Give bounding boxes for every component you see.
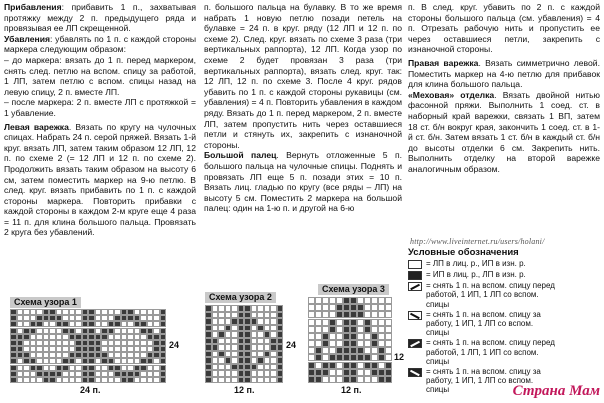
chart-cell <box>357 319 364 326</box>
chart-cell <box>364 326 371 333</box>
chart-cell <box>378 369 385 376</box>
left-mitten-paragraph <box>4 122 196 239</box>
chart-cell <box>357 376 364 383</box>
legend-text: = снять 1 п. на вспом. спицу за работу, 1 ИП, 1 ЛП со вспом. спицы <box>426 309 541 338</box>
chart-cell <box>308 304 315 311</box>
chart-cell <box>364 297 371 304</box>
chart-cell <box>371 326 378 333</box>
chart-cell <box>378 319 385 326</box>
chart-cell <box>350 304 357 311</box>
chart-cell <box>350 362 357 369</box>
cross-left-dark-icon <box>408 339 422 348</box>
chart-cell <box>371 354 378 361</box>
chart-cell <box>322 311 329 318</box>
legend <box>408 246 558 396</box>
chart-cell <box>336 304 343 311</box>
chart-cell <box>322 297 329 304</box>
chart-cell <box>357 311 364 318</box>
chart-3-width-label: 12 п. <box>341 385 362 395</box>
chart-cell <box>336 340 343 347</box>
chart-cell <box>160 377 167 383</box>
chart-cell <box>364 304 371 311</box>
legend-item <box>408 270 558 280</box>
chart-cell <box>336 376 343 383</box>
chart-cell <box>322 376 329 383</box>
chart-cell <box>378 347 385 354</box>
chart-cell <box>329 319 336 326</box>
chart-cell <box>308 347 315 354</box>
chart-cell <box>329 333 336 340</box>
chart-cell <box>364 319 371 326</box>
decrease-heading: Убавления <box>4 33 51 44</box>
chart-cell <box>336 333 343 340</box>
chart-cell <box>315 340 322 347</box>
text-column-1 <box>4 2 196 238</box>
chart-cell <box>371 311 378 318</box>
chart-1-width-label: 24 п. <box>80 385 101 395</box>
chart-cell <box>343 304 350 311</box>
fur-heading: «Меховая» отделка <box>408 89 495 100</box>
chart-cell <box>350 333 357 340</box>
chart-cell <box>343 326 350 333</box>
chart-cell <box>385 354 392 361</box>
source-url[interactable]: http://www.liveinternet.ru/users/holani/ <box>410 237 545 246</box>
chart-cell <box>357 340 364 347</box>
right-mitten-paragraph <box>408 58 600 90</box>
chart-cell <box>357 369 364 376</box>
chart-cell <box>385 333 392 340</box>
filled-square-icon <box>408 271 422 280</box>
chart-cell <box>364 369 371 376</box>
chart-cell <box>364 333 371 340</box>
chart-cell <box>322 340 329 347</box>
chart-cell <box>385 304 392 311</box>
chart-cell <box>378 326 385 333</box>
chart-cell <box>357 326 364 333</box>
chart-cell <box>329 304 336 311</box>
chart-cell <box>371 347 378 354</box>
chart-1-grid <box>10 309 166 383</box>
decrease-text: : убавлять по 1 п. с каждой стороны маркера следующим образом: <box>4 33 196 55</box>
thumb-text: . Вернуть отложенные 5 п. большого пальца на чулочные спицы. Поднять и провязать ЛП еще 5 п. позади этих = 10 п. Вязать лиц. гладью по кругу (все ряды – ЛП) на высоту 5 см. Поместить 2 маркера на большой палец: один на 1-ю п. и другой на 6-ю <box>204 150 402 214</box>
chart-cell <box>343 311 350 318</box>
chart-cell <box>350 319 357 326</box>
chart-cell <box>357 333 364 340</box>
chart-cell <box>364 347 371 354</box>
chart-cell <box>322 333 329 340</box>
chart-2-title: Схема узора 2 <box>205 292 276 303</box>
chart-cell <box>385 326 392 333</box>
chart-cell <box>378 340 385 347</box>
chart-cell <box>364 362 371 369</box>
chart-cell <box>371 319 378 326</box>
chart-cell <box>343 319 350 326</box>
chart-cell <box>371 376 378 383</box>
chart-cell <box>385 311 392 318</box>
legend-item <box>408 281 558 309</box>
chart-cell <box>385 297 392 304</box>
chart-cell <box>378 376 385 383</box>
chart-cell <box>343 333 350 340</box>
chart-3-grid <box>308 297 392 383</box>
thumb-paragraph <box>204 150 402 214</box>
chart-cell <box>336 297 343 304</box>
chart-cell <box>315 362 322 369</box>
chart-cell <box>315 333 322 340</box>
text-column-2 <box>204 2 402 214</box>
chart-cell <box>336 354 343 361</box>
legend-title: Условные обозначения <box>408 247 519 258</box>
chart-cell <box>329 362 336 369</box>
empty-square-icon <box>408 260 422 269</box>
chart-2-height-label: 24 <box>286 340 297 350</box>
chart-cell <box>371 340 378 347</box>
cross-left-icon <box>408 282 422 291</box>
chart-cell <box>350 340 357 347</box>
left-mitten-heading: Левая варежка <box>4 121 69 132</box>
chart-cell <box>364 354 371 361</box>
chart-cell <box>378 304 385 311</box>
chart-cell <box>322 326 329 333</box>
chart-cell <box>315 376 322 383</box>
chart-cell <box>329 347 336 354</box>
chart-cell <box>315 311 322 318</box>
legend-item <box>408 259 558 269</box>
chart-cell <box>378 354 385 361</box>
chart-cell <box>336 347 343 354</box>
chart-1-title: Схема узора 1 <box>10 297 81 308</box>
chart-cell <box>336 362 343 369</box>
chart-cell <box>385 369 392 376</box>
chart-cell <box>322 362 329 369</box>
chart-cell <box>371 369 378 376</box>
chart-cell <box>357 304 364 311</box>
chart-3-height-label: 12 <box>394 352 405 362</box>
cross-right-icon <box>408 311 422 320</box>
chart-cell <box>315 347 322 354</box>
text-column-3 <box>408 2 600 175</box>
chart-cell <box>371 304 378 311</box>
chart-cell <box>357 297 364 304</box>
chart-cell <box>329 340 336 347</box>
chart-cell <box>350 354 357 361</box>
chart-cell <box>350 297 357 304</box>
chart-cell <box>308 326 315 333</box>
right-mitten-text: . Вязать симметрично левой. Поместить маркер на 4-ю петлю для прибавок для клина большого пальца. <box>408 57 600 90</box>
chart-cell <box>350 311 357 318</box>
chart-cell <box>343 347 350 354</box>
chart-2-width-label: 12 п. <box>234 385 255 395</box>
chart-cell <box>329 311 336 318</box>
left-mitten-text: . Вязать по кругу на чулочных спицах. Набрать 24 п. серой пряжей. Вязать 1-й круг. вязать ЛП, затем таким образом 12 ЛП, 12 п. по схеме 2 (= 12 ЛП и 12 п. по схеме 2). Продолжить вязать таким образом на высоту 6 см, затем поместить маркер на 9-ю петлю. В след. круг. вязать прибавить по 1 п. с каждой стороны маркера. Повторить прибавки с каждой стороны в каждом 2-м круге еще 4 раза = 11 п. для клина большого пальца. Провязать 2 круга без убавлений. <box>4 121 196 238</box>
chart-cell <box>329 297 336 304</box>
right-mitten-heading: Правая варежка <box>408 57 479 68</box>
decrease-bullet-1: – до маркера: вязать до 1 п. перед маркером, снять след. петлю на вспом. спицу за работой, 1 ЛП, затем петлю с вспом. спицы назад на левую спицу, 2 п. вместе ЛП. <box>4 54 196 97</box>
chart-cell <box>371 362 378 369</box>
chart-1-height-label: 24 <box>169 340 180 350</box>
chart-cell <box>315 297 322 304</box>
chart-cell <box>336 326 343 333</box>
chart-cell <box>322 304 329 311</box>
legend-text: = снять 1 п. на вспом. спицу перед работой, 1 ЛП, 1 ИП со вспом. спицы <box>426 338 555 366</box>
legend-text: = ЛП в лиц. р., ИП в изн. р. <box>426 259 526 269</box>
chart-cell <box>343 369 350 376</box>
thumb-heading: Большой палец <box>204 150 277 161</box>
chart-3-title: Схема узора 3 <box>318 284 389 295</box>
chart-cell <box>329 369 336 376</box>
chart-cell <box>322 354 329 361</box>
chart-cell <box>371 333 378 340</box>
chart-cell <box>385 340 392 347</box>
chart-cell <box>378 362 385 369</box>
chart-cell <box>308 319 315 326</box>
chart-cell <box>343 362 350 369</box>
chart-cell <box>378 297 385 304</box>
chart-cell <box>329 326 336 333</box>
chart-cell <box>308 297 315 304</box>
chart-cell <box>308 376 315 383</box>
fur-text: . Вязать двойной нитью фасонной пряжи. Выполнить 1 соед. ст. в наборный край варежки, связать 1 ВП, затем 18 ст. б/н вокруг края, закончить 1 соед. ст. в 1-й ст. б/н. Затем вязать 1 ст. б/н в каждый ст. б/н до высоты отделки 6 см. Закрепить нить. Выполнить отделку на второй варежке аналогичным образом. <box>408 89 600 174</box>
legend-text: = снять 1 п. на вспом. спицу за работу, 1 ИП, 1 ЛП со вспом. спицы <box>426 367 541 395</box>
chart-cell <box>308 340 315 347</box>
chart-cell <box>357 347 364 354</box>
chart-cell <box>336 319 343 326</box>
col3-paragraph-1: п. В след. круг. убавить по 2 п. с каждой стороны большого пальца (см. убавления) = 4 п. Отрезать рабочую нить и пропустить ее через оставшиеся петли, закрепить с изнаночной стороны. <box>408 2 600 55</box>
chart-cell <box>357 362 364 369</box>
chart-cell <box>378 311 385 318</box>
chart-cell <box>350 369 357 376</box>
chart-cell <box>308 354 315 361</box>
increase-text: : прибавить 1 п., захватывая протяжку между 2 п. предыдущего ряда и провязывая ее ЛП скрещенной. <box>4 2 196 34</box>
legend-text: = снять 1 п. на вспом. спицу перед работой, 1 ИП, 1 ЛП со вспом. спицы <box>426 281 555 309</box>
legend-item <box>408 310 558 338</box>
chart-cell <box>350 376 357 383</box>
chart-cell <box>343 354 350 361</box>
chart-cell <box>350 326 357 333</box>
chart-2-grid <box>205 305 283 383</box>
chart-cell <box>385 319 392 326</box>
chart-cell <box>308 333 315 340</box>
decrease-paragraph <box>4 34 196 55</box>
chart-cell <box>336 369 343 376</box>
chart-cell <box>385 376 392 383</box>
chart-cell <box>343 376 350 383</box>
chart-cell <box>308 369 315 376</box>
chart-cell <box>322 369 329 376</box>
chart-cell <box>315 369 322 376</box>
chart-cell <box>385 347 392 354</box>
chart-cell <box>343 340 350 347</box>
chart-cell <box>322 347 329 354</box>
cross-right-dark-icon <box>408 368 422 377</box>
chart-cell <box>308 311 315 318</box>
chart-cell <box>350 347 357 354</box>
increase-heading: Прибавления <box>4 2 62 12</box>
chart-cell <box>315 304 322 311</box>
chart-cell <box>364 340 371 347</box>
site-logo: Страна Мам <box>512 383 600 399</box>
chart-cell <box>315 326 322 333</box>
decrease-bullet-2: – после маркера: 2 п. вместе ЛП с протяжкой = 1 убавление. <box>4 97 196 118</box>
col2-paragraph-1: п. большого пальца на булавку. В то же время набрать 1 новую петлю позади петель на булавке = 24 п. в круг. ряду (12 ЛП и 12 п. по схеме 2). След. круг. вязать по схеме 3 раза (три вертикальных раппорта), 12 ЛП. Когда узор по схеме 2 будет провязан 3 раза (три вертикальных раппорта), вязать след. круг. так: 12 ЛП, 12 п. по схеме 3. После 4 круг. рядов убавить по 1 п. с каждой стороны рукавицы (см. убавления) = 4 п. Повторить убавления в каждом ряду. Вязать до 1 п. перед маркером, 2 п. вместе ЛП, затем пропустить нить через оставшиеся петли и стянуть их, закрепить с изнаночной стороны. <box>204 2 402 150</box>
chart-cell <box>343 297 350 304</box>
legend-item <box>408 338 558 366</box>
increase-paragraph <box>4 2 196 34</box>
chart-cell <box>329 376 336 383</box>
legend-text: = ИП в лиц. р., ЛП в изн. р. <box>426 270 526 280</box>
chart-cell <box>329 354 336 361</box>
chart-cell <box>371 297 378 304</box>
chart-cell <box>385 362 392 369</box>
chart-cell <box>322 319 329 326</box>
chart-cell <box>315 319 322 326</box>
chart-cell <box>364 311 371 318</box>
chart-cell <box>277 377 284 384</box>
chart-cell <box>378 333 385 340</box>
chart-cell <box>308 362 315 369</box>
chart-cell <box>315 354 322 361</box>
chart-cell <box>336 311 343 318</box>
chart-cell <box>364 376 371 383</box>
chart-cell <box>357 354 364 361</box>
fur-paragraph <box>408 90 600 175</box>
